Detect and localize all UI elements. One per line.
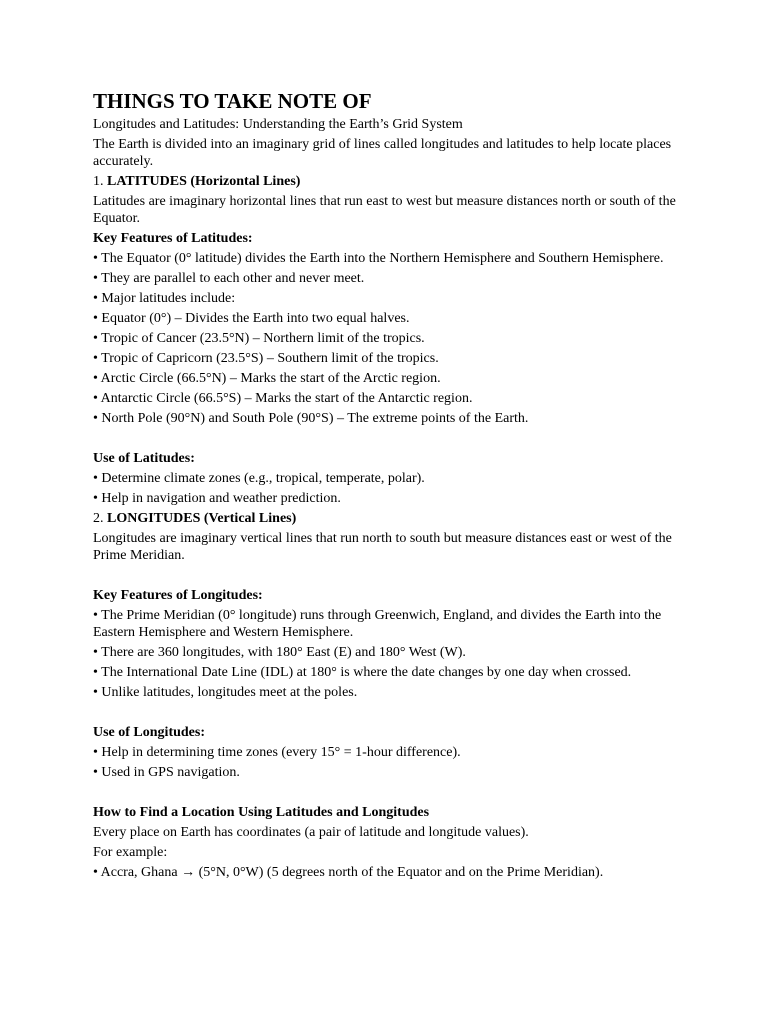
list-item: • Arctic Circle (66.5°N) – Marks the start of the Arctic region. <box>93 371 441 386</box>
longitudes-heading <box>93 510 683 527</box>
longitudes-features-heading: Key Features of Longitudes: <box>93 588 263 603</box>
list-item: • The International Date Line (IDL) at 180° is where the date changes by one day when crossed. <box>93 665 632 680</box>
spacer <box>93 784 683 804</box>
list-item: • Used in GPS navigation. <box>93 765 240 780</box>
example-label: For example: <box>93 845 168 860</box>
list-item: • The Prime Meridian (0° longitude) runs through Greenwich, England, and divides the Earth into the Eastern Hemisphere and Western Hemisphere. <box>93 608 662 640</box>
find-location-description: Every place on Earth has coordinates (a pair of latitude and longitude values). <box>93 825 529 840</box>
list-item: • Determine climate zones (e.g., tropical, temperate, polar). <box>93 471 425 486</box>
spacer <box>93 567 683 587</box>
example-item: • Accra, Ghana → (5°N, 0°W) (5 degrees north of the Equator and on the Prime Meridian). <box>93 865 604 880</box>
intro-paragraph: The Earth is divided into an imaginary grid of lines called longitudes and latitudes to help locate places accurately. <box>93 137 672 169</box>
list-item: • Tropic of Capricorn (23.5°S) – Southern limit of the tropics. <box>93 351 439 366</box>
document-subtitle: Longitudes and Latitudes: Understanding the Earth’s Grid System <box>93 117 463 132</box>
list-item: • Antarctic Circle (66.5°S) – Marks the start of the Antarctic region. <box>93 391 473 406</box>
latitudes-number: 1. <box>93 174 107 189</box>
list-item: • The Equator (0° latitude) divides the Earth into the Northern Hemisphere and Southern Hemisphere. <box>93 251 664 266</box>
document-page <box>93 88 683 884</box>
document-title: THINGS TO TAKE NOTE OF <box>93 89 372 113</box>
spacer <box>93 430 683 450</box>
latitudes-use-heading: Use of Latitudes: <box>93 451 195 466</box>
longitudes-number: 2. <box>93 511 107 526</box>
longitudes-use-heading: Use of Longitudes: <box>93 725 206 740</box>
longitudes-heading-text: LONGITUDES (Vertical Lines) <box>107 511 297 526</box>
spacer <box>93 704 683 724</box>
list-item: • Help in determining time zones (every 15° = 1-hour difference). <box>93 745 461 760</box>
find-location-heading: How to Find a Location Using Latitudes and Longitudes <box>93 805 430 820</box>
list-item: • Unlike latitudes, longitudes meet at the poles. <box>93 685 358 700</box>
latitudes-description: Latitudes are imaginary horizontal lines that run east to west but measure distances north or south of the Equator. <box>93 194 676 226</box>
list-item: • There are 360 longitudes, with 180° East (E) and 180° West (W). <box>93 645 466 660</box>
list-item: • Tropic of Cancer (23.5°N) – Northern limit of the tropics. <box>93 331 425 346</box>
list-item: • Major latitudes include: <box>93 291 236 306</box>
latitudes-heading-text: LATITUDES (Horizontal Lines) <box>107 174 301 189</box>
list-item: • Help in navigation and weather prediction. <box>93 491 341 506</box>
longitudes-description: Longitudes are imaginary vertical lines that run north to south but measure distances east or west of the Prime Meridian. <box>93 531 672 563</box>
list-item: • They are parallel to each other and never meet. <box>93 271 365 286</box>
list-item: • Equator (0°) – Divides the Earth into two equal halves. <box>93 311 410 326</box>
latitudes-heading <box>93 173 683 190</box>
list-item: • North Pole (90°N) and South Pole (90°S) – The extreme points of the Earth. <box>93 411 529 426</box>
latitudes-features-heading: Key Features of Latitudes: <box>93 231 253 246</box>
